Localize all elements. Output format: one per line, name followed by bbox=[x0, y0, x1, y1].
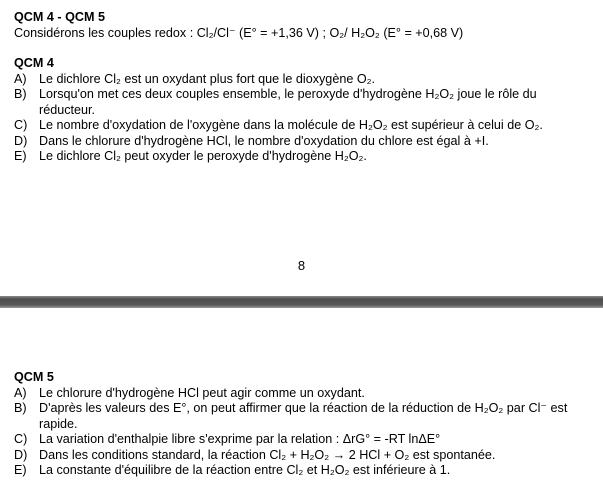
option-text: Le nombre d'oxydation de l'oxygène dans la molécule de H₂O₂ est supérieur à celui de O₂. bbox=[39, 118, 543, 132]
qcm-header bbox=[14, 10, 596, 41]
option-text: La variation d'enthalpie libre s'exprime par la relation : ΔrG° = -RT lnΔE° bbox=[39, 432, 441, 446]
option-letter: A) bbox=[14, 71, 27, 86]
option-letter: D) bbox=[14, 447, 28, 462]
qcm5-title: QCM 5 bbox=[14, 370, 54, 384]
qcm-header-title: QCM 4 - QCM 5 bbox=[14, 10, 105, 24]
option-letter: A) bbox=[14, 385, 27, 400]
qcm4-block bbox=[14, 56, 596, 165]
option-item bbox=[14, 401, 596, 432]
qcm5-options bbox=[14, 386, 596, 479]
option-letter: E) bbox=[14, 463, 27, 477]
option-letter: D) bbox=[14, 133, 28, 148]
document-page-bottom bbox=[0, 308, 603, 487]
qcm-intro: Considérons les couples redox : Cl₂/Cl⁻ (E° = +1,36 V) ; O₂/ H₂O₂ (E° = +0,68 V) bbox=[14, 25, 464, 40]
option-item bbox=[14, 134, 596, 150]
option-letter: B) bbox=[14, 87, 27, 101]
option-text: La constante d'équilibre de la réaction entre Cl₂ et H₂O₂ est inférieure à 1. bbox=[39, 463, 451, 477]
page-separator bbox=[0, 296, 603, 308]
option-text: Le chlorure d'hydrogène HCl peut agir comme un oxydant. bbox=[39, 385, 365, 400]
option-text: Le dichlore Cl₂ est un oxydant plus fort que le dioxygène O₂. bbox=[39, 71, 376, 86]
option-item bbox=[14, 87, 596, 118]
option-letter: C) bbox=[14, 118, 28, 132]
option-item bbox=[14, 463, 596, 479]
option-text: D'après les valeurs des E°, on peut affirmer que la réaction de la réduction de H₂O₂ par Cl⁻ est rapide. bbox=[39, 401, 568, 431]
option-item bbox=[14, 72, 596, 88]
qcm5-block bbox=[14, 370, 596, 479]
option-letter: C) bbox=[14, 432, 28, 446]
option-text: Lorsqu'on met ces deux couples ensemble, le peroxyde d'hydrogène H₂O₂ joue le rôle du réducteur. bbox=[39, 87, 537, 117]
option-text: Le dichlore Cl₂ peut oxyder le peroxyde d'hydrogène H₂O₂. bbox=[39, 149, 367, 163]
page-number: 8 bbox=[297, 258, 306, 273]
qcm4-title: QCM 4 bbox=[14, 56, 54, 70]
option-letter: B) bbox=[14, 401, 27, 415]
option-text: Dans les conditions standard, la réaction Cl₂ + H₂O₂ → 2 HCl + O₂ est spontanée. bbox=[39, 447, 496, 462]
option-item bbox=[14, 448, 596, 464]
option-letter: E) bbox=[14, 149, 27, 163]
option-item bbox=[14, 118, 596, 134]
option-text: Dans le chlorure d'hydrogène HCl, le nombre d'oxydation du chlore est égal à +I. bbox=[39, 133, 489, 148]
option-item bbox=[14, 386, 596, 402]
option-item bbox=[14, 149, 596, 165]
qcm4-options bbox=[14, 72, 596, 165]
option-item bbox=[14, 432, 596, 448]
